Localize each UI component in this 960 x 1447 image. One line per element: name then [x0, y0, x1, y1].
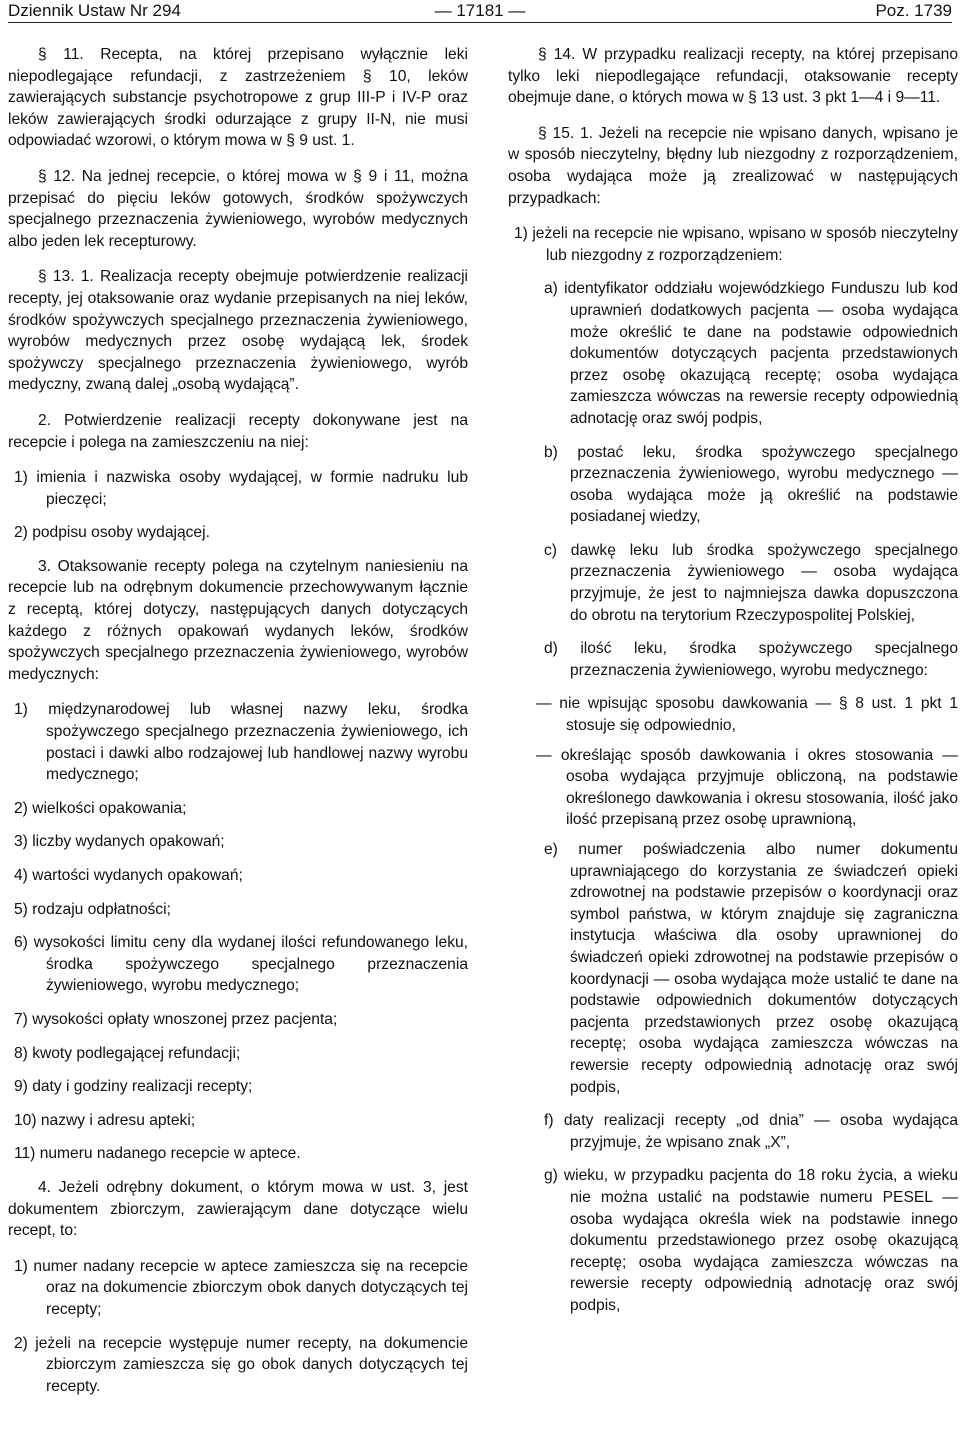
dash-item: — nie wpisując sposobu dawkowania — § 8 ust. 1 pkt 1 stosuje się odpowiednio, — [536, 695, 958, 735]
paragraph: § 14. W przypadku realizacji recepty, na której przepisano tylko leki niepodlegające refundacji, otaksowanie recepty obejmuje dane, o których mowa w § 13 ust. 3 pkt 1—4 i 9—11. — [508, 46, 958, 107]
list-item: 2) wielkości opakowania; — [14, 799, 187, 817]
list-item: 1) numer nadany recepcie w aptece zamieszcza się na recepcie oraz na dokumencie zbiorczym obok danych dotyczących tej recepty; — [14, 1257, 468, 1318]
list-item: 7) wysokości opłaty wnoszonej przez pacjenta; — [14, 1010, 338, 1028]
list-item: a) identyfikator oddziału wojewódzkiego Funduszu lub kod uprawnień dodatkowych pacjenta — osoba wydająca może określić te dane na podstawie odpowiednich dokumentów dotyczących pacjenta przedstawionych przez osobę okazującą receptę; osoba wydająca zamieszcza wówczas na rewersie recepty odpowiednią adnotację oraz swój podpis, — [544, 280, 958, 427]
paragraph: § 11. Recepta, na której przepisano wyłącznie leki niepodlegające refundacji, z zastrzeżeniem § 10, leków zawierających substancje psychotropowe z grup III-P i IV-P oraz leków zawierających środki odurzające z grupy II-N, nie musi odpowiadać wzorowi, o którym mowa w § 9 ust. 1. — [8, 46, 468, 150]
list-item: e) numer poświadczenia albo numer dokumentu uprawniającego do korzystania ze świadczeń opieki zdrowotnej na podstawie przepisów o koordynacji oraz symbol państwa, w którym znajduje się zagraniczna instytucja właściwa dla osoby uprawnionej do świadczeń opieki zdrowotnej na podstawie przepisów o koordynacji — osoba wydająca może ustalić te dane na podstawie odpowiednich dokumentów dotyczących pacjenta przedstawionych przez osobę okazującą receptę; osoba wydająca zamieszcza wówczas na rewersie recepty odpowiednią adnotację oraz swój podpis, — [544, 841, 958, 1096]
right-column — [508, 44, 958, 1328]
paragraph: § 15. 1. Jeżeli na recepcie nie wpisano danych, wpisano je w sposób nieczytelny, błędny lub niezgodny z rozporządzeniem, osoba wydająca może ją zrealizować w następujących przypadkach: — [508, 124, 958, 207]
paragraph: 2. Potwierdzenie realizacji recepty dokonywane jest na recepcie i polega na zamieszczeniu na niej: — [8, 411, 468, 451]
paragraph: 3. Otaksowanie recepty polega na czytelnym naniesieniu na recepcie lub na odrębnym dokumencie przechowywanym łącznie z receptą, której dotyczy, następujących danych dotyczących każdego z różnych opakowań wydanych leków, środków spożywczych specjalnego przeznaczenia żywieniowego, wyrobów medycznych: — [8, 557, 468, 683]
list-item: c) dawkę leku lub środka spożywczego specjalnego przeznaczenia żywieniowego — osoba wydająca przyjmuje, że jest to najmniejsza dawka dopuszczona do obrotu na terytorium Rzeczypospolitej Polskiej, — [544, 541, 958, 624]
list-item: f) daty realizacji recepty „od dnia” — osoba wydająca przyjmuje, że wpisano znak „X”, — [544, 1112, 958, 1151]
list-item: 8) kwoty podlegającej refundacji; — [14, 1044, 241, 1062]
list-item: 1) międzynarodowej lub własnej nazwy leku, środka spożywczego specjalnego przeznaczenia żywieniowego, ich postaci i dawki albo rodzajowej lub handlowej nazwy wyrobu medycznego; — [14, 701, 468, 784]
list-item: 4) wartości wydanych opakowań; — [14, 867, 243, 884]
list-item: 11) numeru nadanego recepcie w aptece. — [14, 1145, 301, 1163]
list-item: 6) wysokości limitu ceny dla wydanej ilości refundowanego leku, środka spożywczego specjalnego przeznaczenia żywieniowego, wyrobu medycznego; — [14, 934, 468, 995]
position-number: Poz. 1739 — [875, 1, 952, 20]
paragraph: § 12. Na jednej recepcie, o której mowa w § 9 i 11, można przepisać do pięciu leków gotowych, środków spożywczych specjalnego przeznaczenia żywieniowego, wyrobów medycznych albo jeden lek recepturowy. — [8, 167, 468, 250]
list-item: 9) daty i godziny realizacji recepty; — [14, 1078, 253, 1096]
list-item: 1) imienia i nazwiska osoby wydającej, w formie nadruku lub pieczęci; — [14, 469, 468, 508]
list-item: d) ilość leku, środka spożywczego specjalnego przeznaczenia żywieniowego, wyrobu medycznego: — [544, 640, 958, 679]
list-item: 1) jeżeli na recepcie nie wpisano, wpisano w sposób nieczytelny lub niezgodny z rozporządzeniem: — [514, 225, 958, 264]
left-column — [8, 44, 468, 1409]
paragraph: § 13. 1. Realizacja recepty obejmuje potwierdzenie realizacji recepty, jej otaksowanie oraz wydanie przepisanych na niej leków, środków spożywczych specjalnego przeznaczenia żywieniowego, wyrobów medycznych przez osobę wydającą lek, środek spożywczy specjalnego przeznaczenia żywieniowego, wyrób medyczny, zwaną dalej „osobą wydającą”. — [8, 268, 468, 394]
list-item: g) wieku, w przypadku pacjenta do 18 roku życia, a wieku nie można ustalić na podstawie numeru PESEL — osoba wydająca określa wiek na podstawie innego dokumentu przedstawionego przez osobę okazującą receptę; osoba wydająca zamieszcza wówczas na rewersie recepty odpowiednią adnotację oraz swój podpis, — [544, 1167, 958, 1314]
dash-item: — określając sposób dawkowania i okres stosowania — osoba wydająca przyjmuje obliczoną, na podstawie określonego dawkowania i okresu stosowania, ilość jako ilość przepisaną przez osobę uprawnioną, — [536, 746, 958, 829]
page-header — [8, 0, 952, 23]
paragraph: 4. Jeżeli odrębny dokument, o którym mowa w ust. 3, jest dokumentem zbiorczym, zawierającym dane dotyczące wielu recept, to: — [8, 1178, 468, 1240]
list-item: 3) liczby wydanych opakowań; — [14, 833, 225, 851]
list-item: 2) podpisu osoby wydającej. — [14, 524, 210, 542]
list-item: b) postać leku, środka spożywczego specjalnego przeznaczenia żywieniowego, wyrobu medycznego — osoba wydająca może ją określić na podstawie posiadanej wiedzy, — [544, 443, 958, 526]
list-item: 10) nazwy i adresu apteki; — [14, 1111, 196, 1129]
journal-title: Dziennik Ustaw Nr 294 — [8, 1, 181, 20]
list-item: 2) jeżeli na recepcie występuje numer recepty, na dokumencie zbiorczym zamieszcza się go obok danych dotyczących tej recepty. — [14, 1334, 468, 1395]
page-number: — 17181 — — [434, 1, 526, 20]
list-item: 5) rodzaju odpłatności; — [14, 900, 171, 918]
